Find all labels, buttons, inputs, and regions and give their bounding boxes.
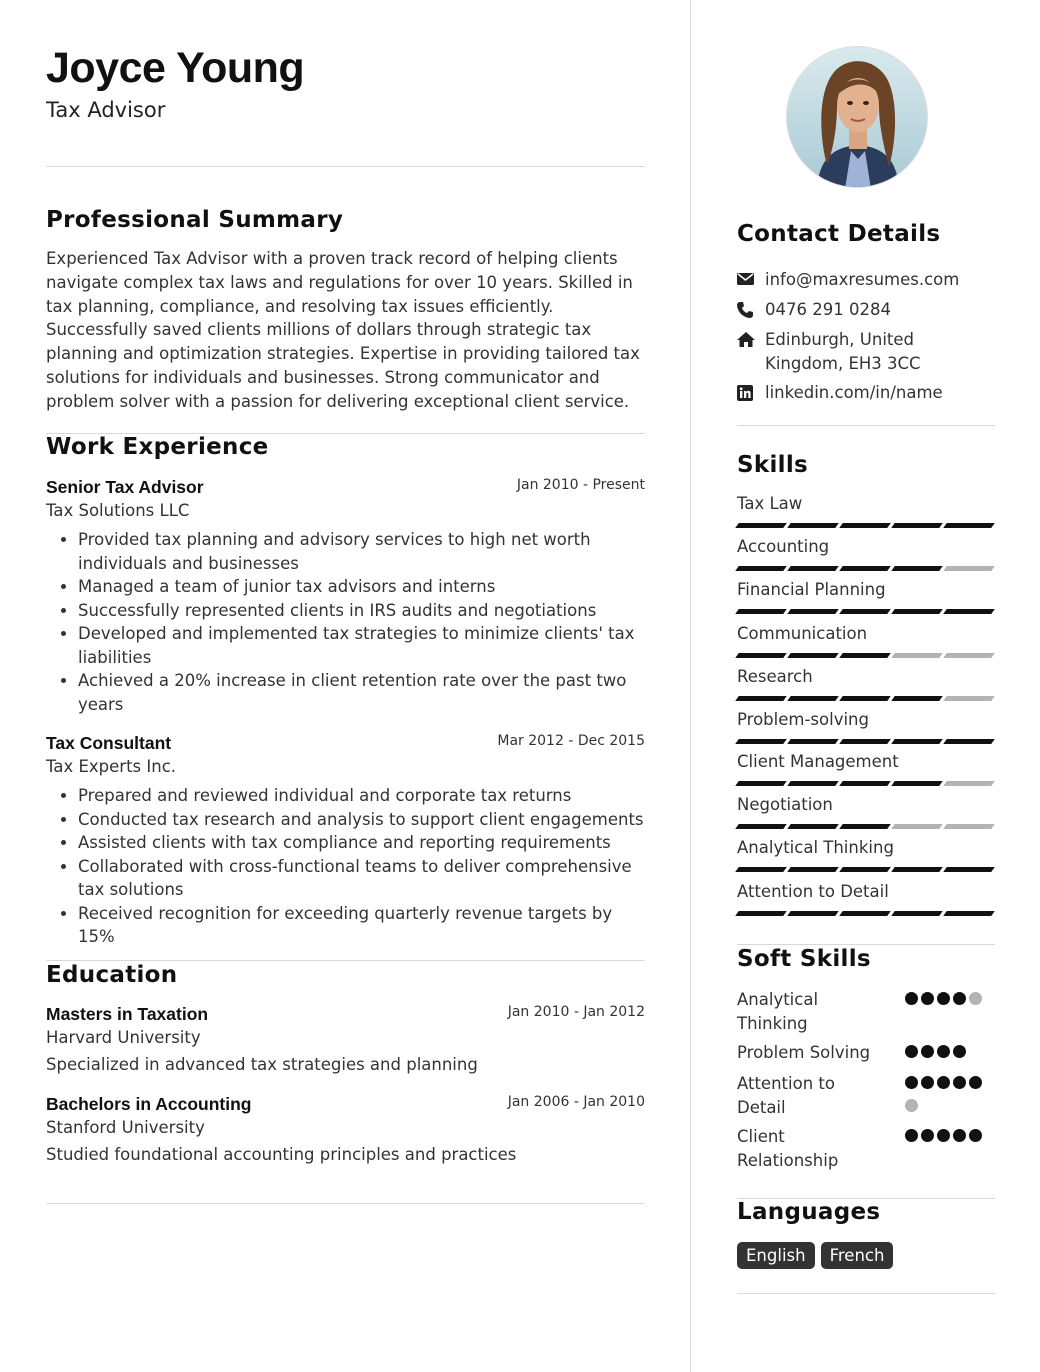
- skill-level-segment: [735, 566, 787, 571]
- skills-title: Skills: [737, 452, 809, 478]
- list-item: • Achieved a 20% increase in client retention rate over the past two years: [78, 669, 645, 716]
- skill-level-segment: [891, 824, 943, 829]
- soft-skill-dot: [953, 1129, 966, 1142]
- skill-level-bars: [737, 609, 995, 614]
- skill-row: [737, 710, 995, 744]
- skill-level-segment: [787, 696, 839, 701]
- list-item: • Assisted clients with tax compliance and reporting requirements: [78, 831, 645, 855]
- soft-skill-dot: [953, 1045, 966, 1058]
- education-title: Education: [46, 962, 178, 988]
- soft-skill-row: [737, 988, 995, 1035]
- languages-title: Languages: [737, 1199, 881, 1225]
- skill-level-segment: [943, 609, 995, 614]
- skill-level-segment: [839, 696, 891, 701]
- education-entry: [46, 1094, 645, 1164]
- skill-level-segment: [735, 824, 787, 829]
- skill-level-segment: [787, 781, 839, 786]
- school: Stanford University: [46, 1118, 205, 1137]
- experience-title: Work Experience: [46, 434, 269, 460]
- phone-icon: [737, 298, 765, 322]
- skill-row: [737, 580, 995, 614]
- list-item: • Received recognition for exceeding quarterly revenue targets by 15%: [78, 902, 645, 949]
- skill-level-segment: [735, 653, 787, 658]
- skill-level-segment: [787, 609, 839, 614]
- list-item: • Provided tax planning and advisory services to high net worth individuals and businesses: [78, 528, 645, 575]
- skill-name: Research: [737, 667, 813, 686]
- contact-phone: [737, 298, 995, 322]
- skill-name: Analytical Thinking: [737, 838, 894, 857]
- soft-skill-row: [737, 1125, 995, 1172]
- list-item: • Prepared and reviewed individual and corporate tax returns: [78, 784, 645, 808]
- skill-level-segment: [891, 566, 943, 571]
- soft-skill-dots: [905, 1129, 985, 1152]
- candidate-name: Joyce Young: [46, 44, 305, 92]
- skill-row: [737, 624, 995, 658]
- phone-number[interactable]: 0476 291 0284: [765, 300, 891, 319]
- summary-title: Professional Summary: [46, 207, 344, 233]
- skill-level-segment: [943, 696, 995, 701]
- soft-skill-dot: [969, 992, 982, 1005]
- skill-level-segment: [735, 911, 787, 916]
- education-dates: Jan 2010 - Jan 2012: [507, 1004, 645, 1020]
- job-bullets: [46, 784, 645, 949]
- linkedin-icon: [737, 381, 765, 405]
- school: Harvard University: [46, 1028, 201, 1047]
- column-divider: [690, 0, 691, 1372]
- language-list: [737, 1242, 893, 1269]
- degree: Masters in Taxation: [46, 1004, 209, 1024]
- job-title: Tax Consultant: [46, 733, 172, 753]
- soft-skill-dots: [905, 1076, 985, 1122]
- skill-level-bars: [737, 566, 995, 571]
- soft-skill-dot: [921, 1129, 934, 1142]
- skill-row: [737, 795, 995, 829]
- job-dates: Mar 2012 - Dec 2015: [497, 733, 645, 749]
- skill-level-segment: [787, 824, 839, 829]
- skill-level-segment: [787, 739, 839, 744]
- contact-title: Contact Details: [737, 221, 941, 247]
- soft-skill-dot: [905, 1045, 918, 1058]
- skill-level-segment: [839, 523, 891, 528]
- linkedin-link[interactable]: linkedin.com/in/name: [765, 383, 943, 402]
- job-company: Tax Solutions LLC: [46, 501, 190, 520]
- skill-level-segment: [891, 739, 943, 744]
- skill-level-segment: [891, 523, 943, 528]
- skill-level-segment: [787, 867, 839, 872]
- divider: [737, 1293, 995, 1294]
- soft-skill-dot: [937, 1129, 950, 1142]
- soft-skill-dot: [921, 1076, 934, 1089]
- soft-skill-dot: [969, 1129, 982, 1142]
- email-link[interactable]: info@maxresumes.com: [765, 270, 960, 289]
- skill-name: Attention to Detail: [737, 882, 889, 901]
- soft-skill-dot: [905, 1129, 918, 1142]
- skill-level-segment: [891, 781, 943, 786]
- skill-level-segment: [839, 867, 891, 872]
- skill-level-segment: [943, 523, 995, 528]
- skill-level-segment: [943, 653, 995, 658]
- job-title: Senior Tax Advisor: [46, 477, 204, 497]
- job-entry: [46, 733, 645, 949]
- language-chip: English: [737, 1242, 815, 1269]
- contact-linkedin: [737, 381, 995, 405]
- skill-name: Accounting: [737, 537, 830, 556]
- skill-row: [737, 537, 995, 571]
- divider: [46, 1203, 645, 1204]
- candidate-role: Tax Advisor: [46, 98, 166, 122]
- skill-row: [737, 494, 995, 528]
- soft-skill-dot: [969, 1076, 982, 1089]
- skill-level-segment: [839, 911, 891, 916]
- job-company: Tax Experts Inc.: [46, 757, 177, 776]
- home-icon: [737, 328, 765, 375]
- soft-skill-dots: [905, 992, 985, 1015]
- job-dates: Jan 2010 - Present: [516, 477, 645, 493]
- skill-level-segment: [891, 911, 943, 916]
- divider: [737, 944, 995, 945]
- skill-level-bars: [737, 911, 995, 916]
- soft-skill-name: Analytical Thinking: [737, 990, 819, 1033]
- skill-name: Problem-solving: [737, 710, 869, 729]
- summary-text: Experienced Tax Advisor with a proven track record of helping clients navigate complex tax laws and regulations for over 10 years. Skilled in tax planning, compliance, and resolving tax issues efficiently. Successfully saved clients millions of dollars through strategic tax planning and optimization strategies. Expertise in providing tailored tax solutions for individuals and businesses. Strong communicator and problem solver with a passion for delivering exceptional client service.: [46, 249, 640, 411]
- education-desc: Specialized in advanced tax strategies and planning: [46, 1055, 478, 1074]
- soft-skill-dot: [905, 1076, 918, 1089]
- skill-row: [737, 667, 995, 701]
- skill-level-segment: [943, 566, 995, 571]
- skill-level-segment: [943, 739, 995, 744]
- skill-level-segment: [891, 696, 943, 701]
- divider: [46, 960, 645, 961]
- skill-level-segment: [735, 781, 787, 786]
- education-desc: Studied foundational accounting principles and practices: [46, 1145, 517, 1164]
- skill-name: Financial Planning: [737, 580, 886, 599]
- job-entry: [46, 477, 645, 716]
- skill-level-bars: [737, 781, 995, 786]
- skill-level-segment: [839, 739, 891, 744]
- skill-level-segment: [891, 609, 943, 614]
- skill-level-segment: [891, 653, 943, 658]
- skill-level-bars: [737, 739, 995, 744]
- skill-level-segment: [943, 867, 995, 872]
- soft-skill-name: Client Relationship: [737, 1127, 839, 1170]
- skill-level-segment: [787, 566, 839, 571]
- skill-level-segment: [787, 911, 839, 916]
- address-text: Edinburgh, United Kingdom, EH3 3CC: [765, 330, 921, 373]
- skill-level-bars: [737, 867, 995, 872]
- skill-level-bars: [737, 653, 995, 658]
- soft-skill-dot: [937, 1045, 950, 1058]
- skill-name: Communication: [737, 624, 868, 643]
- skill-level-segment: [839, 781, 891, 786]
- skill-level-segment: [735, 696, 787, 701]
- skill-level-segment: [943, 781, 995, 786]
- contact-address: [737, 328, 995, 375]
- skill-level-segment: [943, 911, 995, 916]
- soft-skill-dot: [921, 992, 934, 1005]
- soft-skill-name: Problem Solving: [737, 1043, 871, 1062]
- soft-skill-dot: [921, 1045, 934, 1058]
- skill-level-segment: [735, 739, 787, 744]
- soft-skill-dot: [905, 992, 918, 1005]
- list-item: • Collaborated with cross-functional teams to deliver comprehensive tax solutions: [78, 855, 645, 902]
- divider: [46, 166, 645, 167]
- degree: Bachelors in Accounting: [46, 1094, 252, 1114]
- skill-name: Tax Law: [737, 494, 803, 513]
- soft-skill-dot: [953, 992, 966, 1005]
- list-item: • Conducted tax research and analysis to support client engagements: [78, 808, 645, 832]
- list-item: • Developed and implemented tax strategies to minimize clients' tax liabilities: [78, 622, 645, 669]
- skill-level-segment: [787, 653, 839, 658]
- skill-row: [737, 752, 995, 786]
- skill-row: [737, 838, 995, 872]
- skill-name: Negotiation: [737, 795, 833, 814]
- list-item: • Managed a team of junior tax advisors and interns: [78, 575, 645, 599]
- language-chip: French: [821, 1242, 894, 1269]
- skill-level-bars: [737, 523, 995, 528]
- education-entry: [46, 1004, 645, 1074]
- skill-level-segment: [943, 824, 995, 829]
- list-item: • Successfully represented clients in IRS audits and negotiations: [78, 599, 645, 623]
- divider: [737, 425, 995, 426]
- soft-skill-name: Attention to Detail: [737, 1074, 835, 1117]
- skill-level-segment: [735, 609, 787, 614]
- envelope-icon: [737, 268, 765, 292]
- skill-row: [737, 882, 995, 916]
- education-dates: Jan 2006 - Jan 2010: [507, 1094, 645, 1110]
- skill-level-segment: [891, 867, 943, 872]
- skill-level-bars: [737, 824, 995, 829]
- skill-level-segment: [839, 824, 891, 829]
- job-bullets: [46, 528, 645, 716]
- profile-photo: [786, 46, 928, 188]
- soft-skill-dot: [937, 992, 950, 1005]
- skill-level-segment: [839, 609, 891, 614]
- skill-level-segment: [787, 523, 839, 528]
- skill-level-segment: [839, 653, 891, 658]
- soft-skill-dots: [905, 1045, 985, 1068]
- soft-skill-dot: [905, 1099, 918, 1112]
- contact-email: [737, 268, 995, 292]
- skill-name: Client Management: [737, 752, 899, 771]
- soft-skill-dot: [953, 1076, 966, 1089]
- skill-level-bars: [737, 696, 995, 701]
- soft-skill-row: [737, 1072, 995, 1119]
- skill-level-segment: [735, 867, 787, 872]
- soft-skill-row: [737, 1041, 995, 1065]
- skill-level-segment: [839, 566, 891, 571]
- skill-level-segment: [735, 523, 787, 528]
- soft-skills-title: Soft Skills: [737, 946, 871, 972]
- soft-skill-dot: [937, 1076, 950, 1089]
